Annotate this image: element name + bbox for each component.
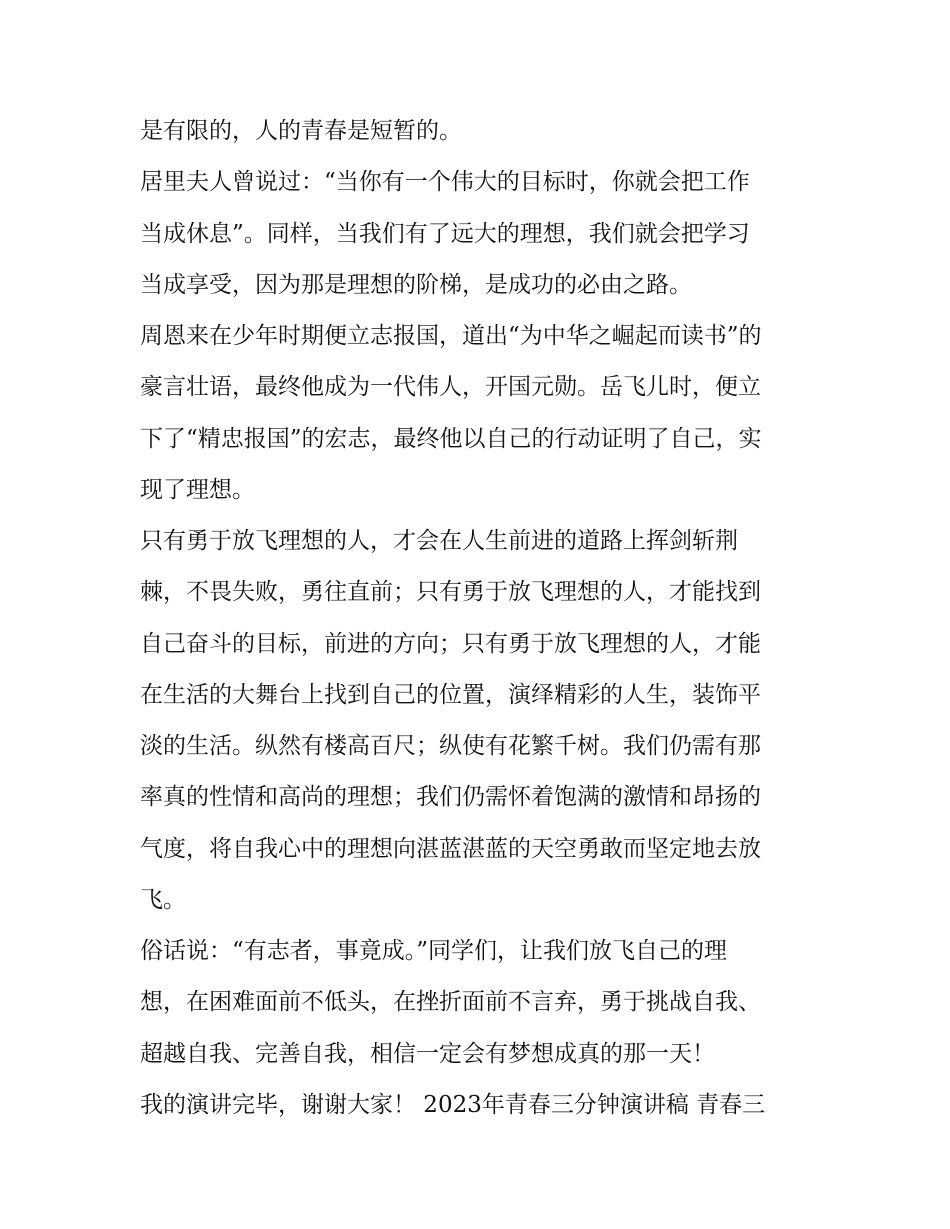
- text-line: 下了“精忠报国”的宏志，最终他以自己的行动证明了自己，实: [140, 425, 762, 452]
- text-line: 棘，不畏失败，勇往直前；只有勇于放飞理想的人，才能找到: [140, 579, 761, 606]
- text-line: 俗话说：“有志者，事竟成。”同学们，让我们放飞自己的理: [140, 938, 728, 964]
- text-line: 我的演讲完毕，谢谢大家！ 2023年青春三分钟演讲稿 青春三: [140, 1091, 766, 1118]
- text-line: 飞。: [140, 886, 186, 913]
- text-line: 淡的生活。纵然有楼高百尺；纵使有花繁千树。我们仍需有那: [140, 733, 761, 759]
- body-text: [140, 106, 820, 1131]
- text-line: 在生活的大舞台上找到自己的位置，演绎精彩的人生，装饰平: [140, 681, 761, 708]
- text-line: 超越自我、完善自我，相信一定会有梦想成真的那一天！: [140, 1040, 715, 1067]
- text-line: 想，在困难面前不低头，在挫折面前不言弃，勇于挑战自我、: [140, 989, 761, 1016]
- text-line: 居里夫人曾说过：“当你有一个伟大的目标时，你就会把工作: [140, 169, 750, 196]
- text-line: 率真的性情和高尚的理想；我们仍需怀着饱满的激情和昂扬的: [140, 784, 761, 811]
- text-line: 自己奋斗的目标，前进的方向；只有勇于放飞理想的人，才能: [140, 630, 761, 657]
- text-line: 豪言壮语，最终他成为一代伟人，开国元勋。岳飞儿时，便立: [140, 374, 761, 401]
- text-line: 只有勇于放飞理想的人，才会在人生前进的道路上挥剑斩荆: [140, 528, 738, 554]
- text-line: 当成享受，因为那是理想的阶梯，是成功的必由之路。: [140, 271, 692, 298]
- text-line: 现了理想。: [140, 476, 255, 503]
- text-line: 气度，将自我心中的理想向湛蓝湛蓝的天空勇敢而坚定地去放: [140, 835, 761, 862]
- text-line: 周恩来在少年时期便立志报国，道出“为中华之崛起而读书”的: [140, 323, 762, 349]
- text-line: 是有限的，人的青春是短暂的。: [140, 118, 462, 144]
- text-line: 当成休息”。同样，当我们有了远大的理想，我们就会把学习: [140, 220, 750, 247]
